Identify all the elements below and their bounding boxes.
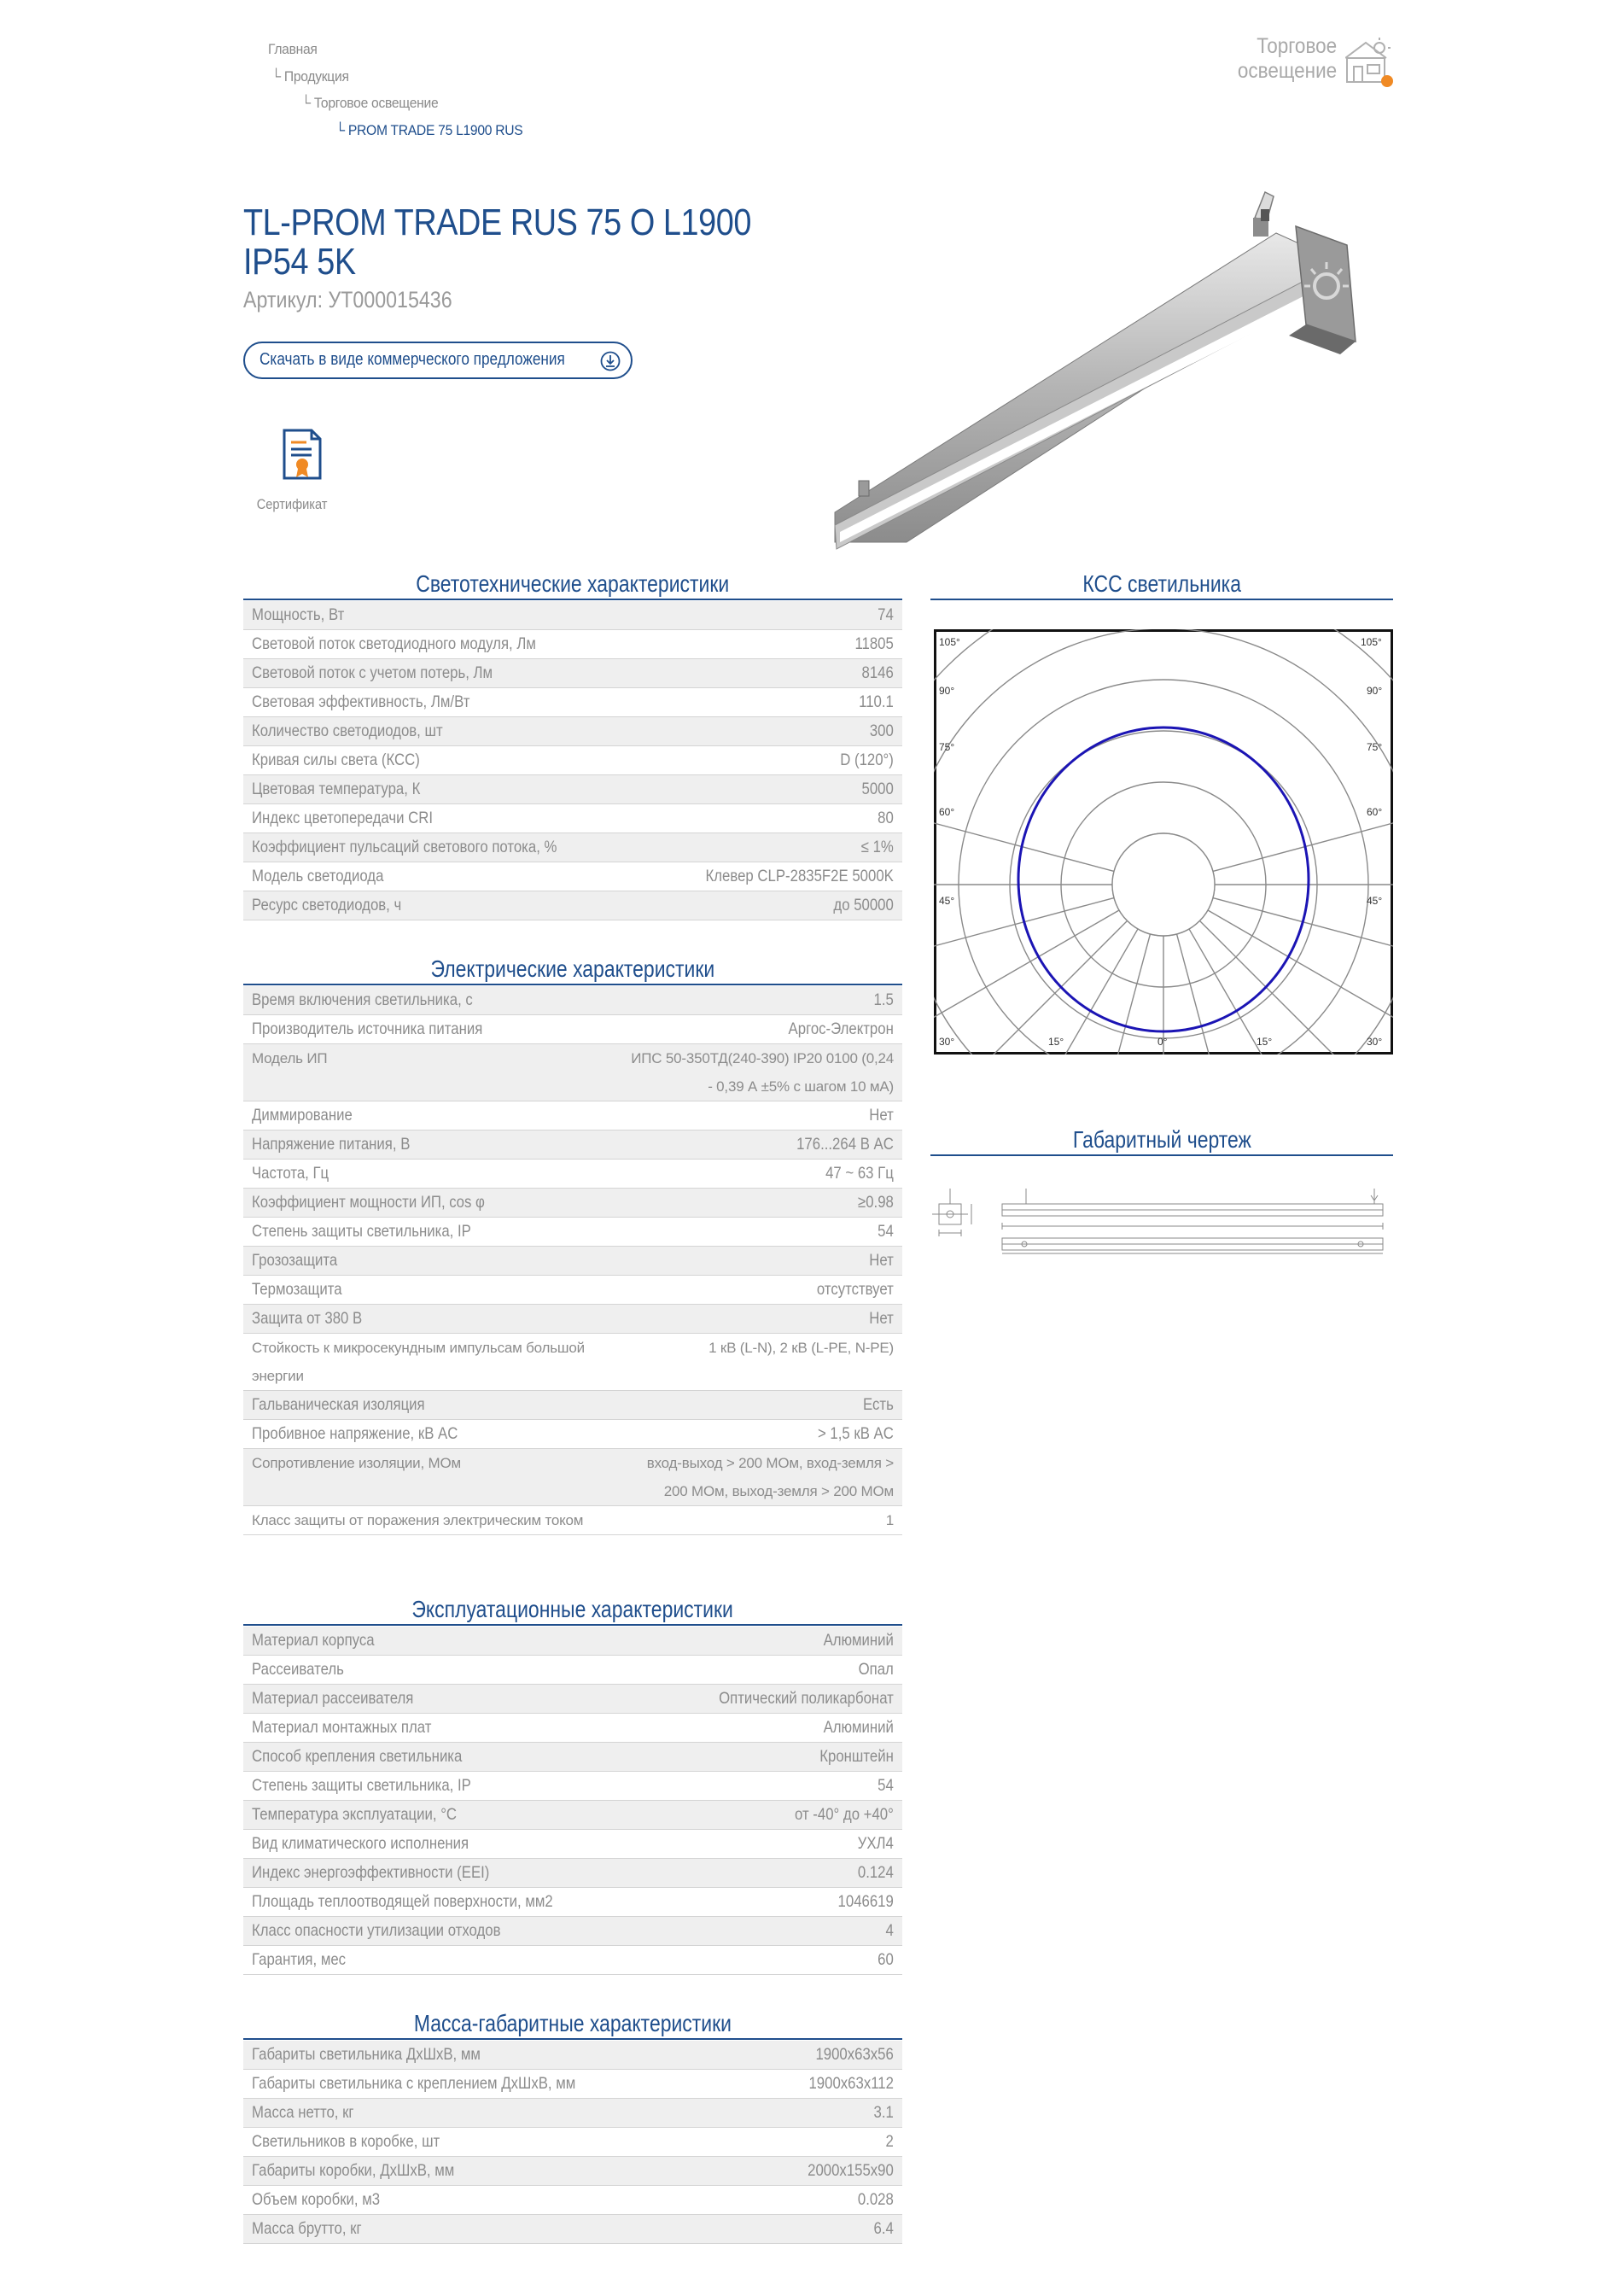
spec-row	[243, 659, 902, 688]
spec-value: ИПС 50-350ТД(240-390) IP20 0100 (0,24 - 0,39 А ±5% с шагом 10 мА)	[631, 1050, 894, 1095]
spec-row	[243, 1506, 902, 1535]
spec-row	[243, 1420, 902, 1449]
spec-value: Есть	[863, 1395, 894, 1414]
breadcrumb-home[interactable]: Главная	[268, 41, 318, 57]
section-title-exploit	[243, 1595, 902, 1626]
section-title-light	[243, 570, 902, 600]
spec-key: Материал корпуса	[252, 1631, 375, 1650]
spec-value: 80	[878, 809, 894, 827]
breadcrumb-trade-lighting[interactable]: └ Торговое освещение	[301, 95, 439, 111]
spec-key: Коэффициент мощности ИП, cos φ	[252, 1193, 485, 1212]
spec-key: Гарантия, мес	[252, 1950, 347, 1969]
spec-value: Алюминий	[823, 1631, 894, 1650]
spec-key: Цветовая температура, К	[252, 780, 421, 798]
kss-label-15-left: 15°	[1048, 1036, 1064, 1048]
spec-value: 5000	[861, 780, 894, 798]
kss-label-60-left: 60°	[939, 806, 955, 818]
spec-key: Модель светодиода	[252, 867, 384, 885]
breadcrumb-current-label: PROM TRADE 75 L1900 RUS	[347, 122, 523, 138]
category-line2: освещение	[1237, 59, 1337, 83]
spec-row	[243, 688, 902, 717]
spec-value: Оптический поликарбонат	[719, 1689, 894, 1708]
spec-key: Степень защиты светильника, IP	[252, 1776, 471, 1795]
kss-label-75-right: 75°	[1367, 741, 1383, 753]
spec-value: 110.1	[859, 692, 894, 711]
spec-value: D (120°)	[840, 751, 894, 769]
product-article: Артикул: УТ000015436	[243, 287, 452, 313]
kss-label-105-left: 105°	[939, 636, 960, 648]
spec-value: 54	[878, 1222, 894, 1241]
spec-key: Стойкость к микросекундным импульсам большой энергии	[252, 1340, 585, 1384]
spec-value: Нет	[869, 1106, 894, 1125]
spec-key: Гальваническая изоляция	[252, 1395, 425, 1414]
spec-key: Индекс энергоэффективности (EEI)	[252, 1863, 490, 1882]
spec-value: УХЛ4	[857, 1834, 894, 1853]
breadcrumb-trade-lighting-label[interactable]: Торговое освещение	[313, 95, 439, 111]
spec-key: Защита от 380 В	[252, 1309, 363, 1328]
spec-row	[243, 1772, 902, 1801]
spec-row	[243, 630, 902, 659]
spec-value: Кронштейн	[819, 1747, 894, 1766]
kss-label-15-right: 15°	[1257, 1036, 1273, 1048]
spec-key: Напряжение питания, В	[252, 1135, 411, 1154]
spec-value: 1.5	[873, 990, 894, 1009]
spec-value: 300	[870, 722, 894, 740]
spec-row	[243, 1946, 902, 1975]
kss-label-105-right: 105°	[1361, 636, 1382, 648]
spec-value: 2	[885, 2132, 894, 2151]
spec-key: Модель ИП	[252, 1050, 328, 1066]
kss-label-75-left: 75°	[939, 741, 955, 753]
spec-row	[243, 1743, 902, 1772]
product-title: TL-PROM TRADE RUS 75 O L1900 IP54 5K	[243, 202, 752, 283]
spec-value: > 1,5 кВ AC	[818, 1424, 894, 1443]
breadcrumb-products[interactable]: └ Продукция	[271, 68, 349, 85]
spec-row	[243, 1449, 902, 1506]
spec-key: Световой поток с учетом потерь, Лм	[252, 663, 493, 682]
spec-key: Время включения светильника, с	[252, 990, 473, 1009]
spec-key: Габариты светильника с креплением ДхШхВ, мм	[252, 2074, 576, 2093]
spec-row	[243, 1830, 902, 1859]
spec-row	[243, 1801, 902, 1830]
spec-value: 6.4	[873, 2219, 894, 2238]
spec-row	[243, 1189, 902, 1218]
kss-label-45-left: 45°	[939, 895, 955, 907]
product-image	[828, 184, 1396, 555]
spec-key: Световой поток светодиодного модуля, Лм	[252, 634, 536, 653]
spec-value: 8146	[861, 663, 894, 682]
spec-key: Частота, Гц	[252, 1164, 329, 1183]
spec-row	[243, 1130, 902, 1160]
kss-title	[930, 570, 1393, 600]
spec-row	[243, 1714, 902, 1743]
spec-key: Класс защиты от поражения электрическим током	[252, 1512, 584, 1528]
spec-row	[243, 2041, 902, 2070]
spec-row	[243, 1044, 902, 1101]
kss-label-90-left: 90°	[939, 685, 955, 697]
breadcrumb-current: └ PROM TRADE 75 L1900 RUS	[335, 122, 523, 138]
spec-row	[243, 601, 902, 630]
spec-key: Пробивное напряжение, кВ AC	[252, 1424, 458, 1443]
spec-row	[243, 1015, 902, 1044]
kss-label-30-right: 30°	[1367, 1036, 1383, 1048]
kss-polar-chart	[934, 629, 1393, 1055]
spec-key: Площадь теплоотводящей поверхности, мм2	[252, 1892, 553, 1911]
certificate-label: Сертификат	[256, 496, 328, 512]
spec-key: Масса брутто, кг	[252, 2219, 362, 2238]
spec-row	[243, 2070, 902, 2099]
spec-row	[243, 1160, 902, 1189]
kss-label-90-right: 90°	[1367, 685, 1383, 697]
spec-key: Мощность, Вт	[252, 605, 345, 624]
spec-row	[243, 1917, 902, 1946]
spec-key: Габариты светильника ДхШхВ, мм	[252, 2045, 481, 2064]
spec-value: 0.124	[858, 1863, 894, 1882]
spec-value: Аргос-Электрон	[788, 1019, 894, 1038]
shop-icon[interactable]	[1345, 36, 1395, 87]
spec-row	[243, 1334, 902, 1391]
kss-label-0: 0°	[1157, 1036, 1168, 1048]
download-offer-label: Скачать в виде коммерческого предложения	[259, 350, 565, 369]
spec-row	[243, 1859, 902, 1888]
certificate-icon	[281, 429, 324, 482]
dimension-drawing-title-text: Габаритный чертеж	[1072, 1126, 1251, 1153]
spec-key: Вид климатического исполнения	[252, 1834, 469, 1853]
breadcrumb-products-label[interactable]: Продукция	[283, 68, 349, 85]
spec-row	[243, 1101, 902, 1130]
kss-label-60-right: 60°	[1367, 806, 1383, 818]
spec-table-mass	[243, 2041, 902, 2244]
spec-row	[243, 1627, 902, 1656]
spec-value: 176...264 В AC	[796, 1135, 894, 1154]
section-title-mass	[243, 2009, 902, 2040]
download-offer-button[interactable]	[243, 342, 633, 379]
spec-row	[243, 1305, 902, 1334]
spec-key: Материал рассеивателя	[252, 1689, 414, 1708]
category-label[interactable]	[1238, 34, 1337, 84]
spec-value: вход-выход > 200 МОм, вход-земля > 200 МОм, выход-земля > 200 МОм	[646, 1455, 894, 1499]
category-line1: Торговое	[1257, 34, 1337, 58]
spec-row	[243, 2157, 902, 2186]
spec-key: Объем коробки, м3	[252, 2190, 381, 2209]
spec-value: Опал	[858, 1660, 894, 1679]
dimension-drawing[interactable]	[930, 1177, 1396, 1279]
spec-value: ≤ 1%	[860, 838, 894, 856]
section-title-exploit-text: Эксплуатационные характеристики	[411, 1596, 734, 1622]
spec-value: 74	[878, 605, 894, 624]
spec-value: 1 кВ (L-N), 2 кВ (L-PE, N-PE)	[708, 1340, 894, 1356]
spec-key: Габариты коробки, ДхШхВ, мм	[252, 2161, 455, 2180]
spec-value: 4	[885, 1921, 894, 1940]
spec-value: Нет	[869, 1309, 894, 1328]
spec-value: 1046619	[837, 1892, 894, 1911]
spec-value: 3.1	[873, 2103, 894, 2122]
spec-row	[243, 1218, 902, 1247]
spec-key: Материал монтажных плат	[252, 1718, 432, 1737]
dimension-drawing-title	[930, 1125, 1393, 1156]
spec-value: 47 ~ 63 Гц	[825, 1164, 894, 1183]
spec-value: 1900x63x56	[815, 2045, 894, 2064]
spec-row	[243, 2186, 902, 2215]
spec-value: 54	[878, 1776, 894, 1795]
spec-key: Рассеиватель	[252, 1660, 344, 1679]
spec-table-light	[243, 601, 902, 920]
spec-key: Способ крепления светильника	[252, 1747, 463, 1766]
spec-table-electric	[243, 986, 902, 1535]
spec-key: Коэффициент пульсаций светового потока, %	[252, 838, 557, 856]
spec-key: Индекс цветопередачи CRI	[252, 809, 434, 827]
spec-value: отсутствует	[817, 1280, 894, 1299]
spec-key: Температура эксплуатации, °С	[252, 1805, 458, 1824]
spec-key: Световая эффективность, Лм/Вт	[252, 692, 470, 711]
spec-key: Термозащита	[252, 1280, 342, 1299]
spec-row	[243, 986, 902, 1015]
spec-key: Масса нетто, кг	[252, 2103, 354, 2122]
spec-key: Кривая силы света (КСС)	[252, 751, 420, 769]
spec-row	[243, 862, 902, 891]
section-title-electric-text: Электрические характеристики	[430, 955, 715, 982]
spec-row	[243, 1685, 902, 1714]
spec-row	[243, 1276, 902, 1305]
spec-row	[243, 2215, 902, 2244]
spec-row	[243, 2099, 902, 2128]
spec-value: 0.028	[858, 2190, 894, 2209]
kss-label-30-left: 30°	[939, 1036, 955, 1048]
spec-row	[243, 1656, 902, 1685]
spec-row	[243, 833, 902, 862]
section-title-light-text: Светотехнические характеристики	[416, 570, 730, 597]
spec-key: Ресурс светодиодов, ч	[252, 896, 402, 914]
spec-value: ≥0.98	[858, 1193, 894, 1212]
spec-key: Количество светодиодов, шт	[252, 722, 443, 740]
spec-value: 60	[878, 1950, 894, 1969]
kss-title-text: КСС светильника	[1082, 570, 1241, 597]
spec-key: Класс опасности утилизации отходов	[252, 1921, 501, 1940]
certificate-link[interactable]	[256, 429, 333, 513]
section-title-electric	[243, 955, 902, 985]
spec-row	[243, 1391, 902, 1420]
spec-key: Сопротивление изоляции, МОм	[252, 1455, 461, 1471]
spec-row	[243, 2128, 902, 2157]
spec-row	[243, 1247, 902, 1276]
spec-value: от -40° до +40°	[795, 1805, 894, 1824]
spec-value: 11805	[854, 634, 894, 653]
spec-key: Грозозащита	[252, 1251, 338, 1270]
spec-value: до 50000	[833, 896, 894, 914]
spec-table-exploit	[243, 1627, 902, 1975]
spec-row	[243, 717, 902, 746]
download-icon	[600, 351, 621, 371]
spec-key: Диммирование	[252, 1106, 353, 1125]
spec-key: Производитель источника питания	[252, 1019, 483, 1038]
spec-value: 2000x155x90	[808, 2161, 894, 2180]
spec-row	[243, 775, 902, 804]
spec-value: 1	[885, 1512, 894, 1528]
spec-value: Алюминий	[823, 1718, 894, 1737]
spec-row	[243, 746, 902, 775]
section-title-mass-text: Масса-габаритные характеристики	[413, 2010, 732, 2036]
spec-value: 1900x63x112	[808, 2074, 894, 2093]
spec-key: Светильников в коробке, шт	[252, 2132, 440, 2151]
spec-value: Нет	[869, 1251, 894, 1270]
spec-value: Клевер CLP-2835F2E 5000K	[705, 867, 894, 885]
spec-row	[243, 1888, 902, 1917]
spec-row	[243, 804, 902, 833]
kss-label-45-right: 45°	[1367, 895, 1383, 907]
spec-row	[243, 891, 902, 920]
spec-key: Степень защиты светильника, IP	[252, 1222, 471, 1241]
